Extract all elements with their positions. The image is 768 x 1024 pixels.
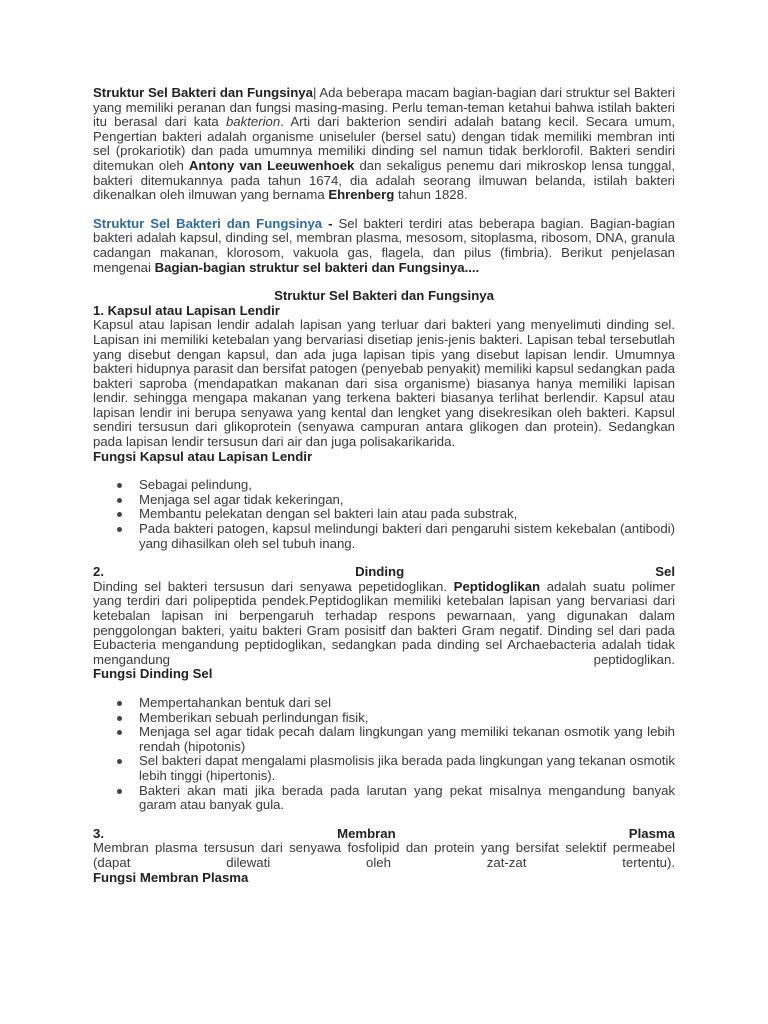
list-item-text: Menjaga sel agar tidak pecah dalam lingkungan yang memiliki tekanan osmotik yang lebih rendah (hipotonis) (139, 724, 675, 754)
heading-word: Plasma (628, 825, 675, 841)
overview-paragraph (93, 217, 675, 275)
heading-number: 3. (93, 825, 104, 841)
intro-antony: Antony van Leeuwenhoek (188, 157, 355, 173)
heading-kapsul: 1. Kapsul atau Lapisan Lendir (93, 302, 280, 318)
bullet-icon (117, 789, 122, 794)
heading-dinding-sel (93, 565, 675, 580)
overview-bold: Bagian-bagian struktur sel bakteri dan Fungsinya.... (154, 259, 480, 275)
bullet-icon (117, 512, 122, 517)
heading-word: Membran (337, 825, 396, 841)
heading-fungsi-kapsul: Fungsi Kapsul atau Lapisan Lendir (93, 448, 313, 464)
list-item (93, 696, 675, 711)
list-item-text: Mempertahankan bentuk dari sel (139, 694, 332, 710)
heading-number: 2. (93, 564, 104, 580)
intro-bakterion: bakterion (225, 114, 281, 130)
list-item-text: Bakteri akan mati jika berada pada larutan yang pekat misalnya mengandung banyak garam atau banyak gula. (139, 782, 675, 813)
bullet-icon (117, 730, 122, 735)
section-title: Struktur Sel Bakteri dan Fungsinya (274, 288, 494, 304)
heading-fungsi-membran: Fungsi Membran Plasma (93, 869, 249, 885)
list-item-text: Membantu pelekatan dengan sel bakteri lain atau pada substrak, (139, 506, 518, 522)
article-body (93, 86, 675, 885)
intro-pipe: | (312, 85, 317, 100)
spacer (93, 275, 675, 289)
spacer (93, 682, 675, 696)
overview-text: Sel bakteri terdiri atas beberapa bagian. Bagian-bagian bakteri adalah kapsul, dinding sel, membran plasma, mesosom, sitoplasma, ribosom, DNA, granula cadangan makanan, klorosom, vakuola gas, flagela, dan pilus (fimbria). Berikut penjelasan mengenai (93, 215, 675, 275)
heading-word: Sel (655, 564, 675, 580)
fungsi-dinding-list (93, 696, 675, 813)
intro-text-4: tahun 1828. (394, 187, 468, 203)
kapsul-paragraph: Kapsul atau lapisan lendir adalah lapisan yang terluar dari bakteri yang menyelimuti dinding sel. Lapisan ini memiliki ketebalan yang bervariasi disetiap jenis-jenis bakteri. Lapisan tebal tersebutlah yang disebut dengan kapsul, dan ada juga lapisan tipis yang disebut lapisan lendir. Umumnya bakteri hidupnya parasit dan bersifat patogen (penyebab penyakit) memiliki kapsul sedangkan pada bakteri saproba (mendapatkan makanan dari sisa organisme) biasanya hanya memiliki lapisan lendir. sehingga mengapa makanan yang terkena bakteri biasanya terlihat berlendir. Kapsul atau lapisan lendir ini berupa senyawa yang kental dan lengket yang disekresikan oleh bakteri. Kapsul sendiri tersusun dari glikoprotein (senyawa campuran antara glikogen dan protein). Sedangkan pada lapisan lendir tersusun dari air dan juga polisakarikarida. (93, 317, 675, 450)
dinding-sel-paragraph (93, 580, 675, 668)
heading-fungsi-dinding: Fungsi Dinding Sel (93, 666, 213, 682)
bullet-icon (117, 498, 122, 503)
list-item-text: Sel bakteri dapat mengalami plasmolisis jika berada pada lingkungan yang tekanan osmotik lebih tinggi (hipertonis). (139, 753, 675, 783)
intro-paragraph (93, 86, 675, 203)
overview-dash: - (322, 215, 339, 231)
spacer (93, 813, 675, 827)
list-item (93, 711, 675, 726)
list-item (93, 507, 675, 522)
spacer (93, 551, 675, 565)
list-item (93, 784, 675, 813)
heading-membran-plasma (93, 827, 675, 842)
bullet-icon (117, 716, 122, 721)
fungsi-kapsul-list (93, 478, 675, 551)
overview-link[interactable]: Struktur Sel Bakteri dan Fungsinya (93, 215, 323, 231)
list-item-text: Pada bakteri patogen, kapsul melindungi bakteri dari pengaruhi sistem kekebalan (antibodi) yang dihasilkan oleh sel tubuh inang. (139, 521, 675, 551)
bullet-icon (117, 701, 122, 706)
list-item (93, 493, 675, 508)
list-item (93, 522, 675, 551)
intro-ehrenberg: Ehrenberg (328, 187, 395, 203)
intro-title: Struktur Sel Bakteri dan Fungsinya (93, 85, 313, 100)
membran-plasma-paragraph: Membran plasma tersusun dari senyawa fosfolipid dan protein yang bersifat selektif permeabel (dapat dilewati oleh zat-zat tertentu). (93, 840, 675, 870)
dinding-text-2: adalah suatu polimer yang terdiri dari polipeptida pendek.Peptidoglikan memiliki ketebalan lapisan yang bervariasi dari ketebalan lapisan ini berpengaruh terhadap respons pewarnaan, yang digunakan dalam penggolongan bakteri, yaitu bakteri Gram posisitf dan bakteri Gram negatif. Dinding sel dari pada Eubacteria mengandung peptidoglikan, sedangkan pada dinding sel Archaebacteria adalah tidak mengandung peptidoglikan. (93, 578, 676, 667)
list-item-text: Sebagai pelindung, (139, 477, 252, 493)
list-item-text: Memberikan sebuah perlindungan fisik, (139, 709, 369, 725)
spacer (93, 203, 675, 217)
intro-text-1: Ada beberapa macam bagian-bagian dari struktur sel Bakteri yang memiliki peranan dan fungsi masing-masing. Perlu teman-teman ketahui bahwa istilah bakteri itu berasal dari kata (93, 85, 676, 130)
bullet-icon (117, 527, 122, 532)
bullet-icon (117, 759, 122, 764)
intro-text-2: . Arti dari bakterion sendiri adalah batang kecil. Secara umum, Pengertian bakteri adalah organisme uniseluler (bersel satu) dengan tidak memiliki membran inti sel (prokariotik) dan pada umumnya memiliki dinding sel namun tidak berklorofil. Bakteri sendiri ditemukan oleh (93, 114, 675, 173)
bullet-icon (117, 483, 122, 488)
list-item-text: Menjaga sel agar tidak kekeringan, (139, 491, 344, 507)
dinding-text-1: Dinding sel bakteri tersusun dari senyawa pepetidoglikan. (93, 578, 454, 594)
heading-word: Dinding (355, 564, 405, 580)
dinding-bold: Peptidoglikan (453, 578, 541, 594)
intro-text-3: dan sekaligus penemu dari mikroskop lensa tunggal, bakteri ditemukannya pada tahun 1674, dia adalah seorang ilmuwan belanda, istilah bakteri dikenalkan oleh ilmuwan yang bernama (93, 157, 675, 203)
list-item (93, 754, 675, 783)
list-item (93, 725, 675, 754)
spacer (93, 464, 675, 478)
list-item (93, 478, 675, 493)
